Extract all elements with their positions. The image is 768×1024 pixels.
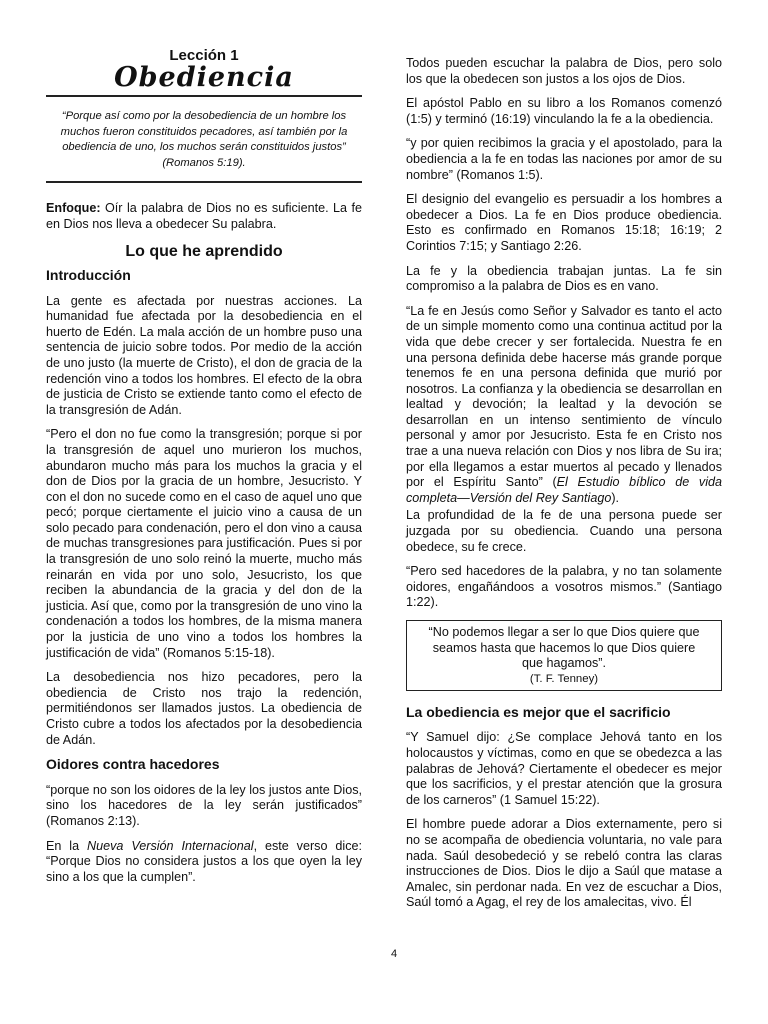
paragraph: La gente es afectada por nuestras acciones. La humanidad fue afectada por la desobediencia en el huerto de Edén. La mala acción de un hombre puso una sentencia de juicio sobre todos. Por medio de la acción de uno justo (la muerte de Cristo), el don de gracia de la redención vino a todos los hombres. El efecto de la obra de justicia de Cristo se extiende tanto como el efecto de la transgresión de Adán. <box>46 293 362 417</box>
paragraph: El apóstol Pablo en su libro a los Romanos comenzó (1:5) y terminó (16:19) vinculando la fe a la obediencia. <box>406 96 722 126</box>
intro-heading: Introducción <box>46 266 131 283</box>
paragraph: La profundidad de la fe de una persona puede ser juzgada por su obediencia. Cuando una persona obedece, su fe crece. <box>406 508 722 554</box>
paragraph: “y por quien recibimos la gracia y el apostolado, para la obediencia a la fe en todas las naciones por amor de su nombre” (Romanos 1:5). <box>406 136 722 182</box>
focus-text: Oír la palabra de Dios no es suficiente. La fe en Dios nos lleva a obedecer Su palabra. <box>46 201 362 231</box>
key-verse-quote: “Porque así como por la desobediencia de un hombre los muchos fueron constituidos pecadores, así también por la obediencia de uno, los muchos serán constituidos justos” (Romanos 5:19). <box>46 97 362 183</box>
text-run: , este verso dice: “Porque Dios no considera justos a los que oyen la ley sino a los que la cumplen”. <box>46 838 362 884</box>
book-title: El Estudio bíblico de vida completa—Versión del Rey Santiago <box>406 475 722 505</box>
quote-box <box>406 620 722 691</box>
section-heading: Lo que he aprendido <box>125 243 283 261</box>
text-run: ). <box>611 490 620 505</box>
text-run: En la <box>46 838 88 853</box>
focus-statement <box>46 201 362 232</box>
left-column <box>46 0 362 894</box>
focus-label: Enfoque: <box>46 201 101 216</box>
lesson-title: Obediencia <box>114 61 294 93</box>
paragraph: “Y Samuel dijo: ¿Se complace Jehová tanto en los holocaustos y víctimas, como en que se obedezca a las palabras de Jehová? Ciertamente el obedecer es mejor que los sacrificios, y el prestar atención que la grosura de los carneros” (1 Samuel 15:22). <box>406 730 722 807</box>
paragraph: La desobediencia nos hizo pecadores, pero la obediencia de Cristo nos trajo la redención, permitiéndonos ser llamados justos. La obediencia de Cristo cubre a todos los afectados por la desobediencia de Adán. <box>46 670 362 747</box>
lesson-number: Lección 1 <box>169 47 239 64</box>
box-author: (T. F. Tenney) <box>529 672 599 685</box>
paragraph: El hombre puede adorar a Dios externamente, pero si no se acompaña de obediencia voluntaria, no vale para nada. Saúl desobedeció y se rebeló contra las claras instrucciones de Dios. Dios le dijo a Saúl que matase a Amalec, sin perdonar nada. En vez de escuchar a Dios, Saúl tomó a Agag, el rey de los amalecitas, vivo. Él <box>406 817 722 910</box>
paragraph: “Pero sed hacedores de la palabra, y no tan solamente oidores, engañándoos a vosotros mismos.” (Santiago 1:22). <box>406 564 722 610</box>
right-column <box>406 56 722 920</box>
paragraph <box>46 839 362 886</box>
paragraph: “Pero el don no fue como la transgresión; porque si por la transgresión de aquel uno murieron los muchos, abundaron mucho más para los muchos la gracia y el don de Dios por la gracia de un hombre, Jesucristo. Y con el don no sucede como en el caso de aquel uno que pecó; porque ciertamente el juicio vino a causa de un solo pecado para condenación, pero el don vino a causa de muchas transgresiones para justificación. Pues si por la transgresión de uno solo reinó la muerte, mucho más reinarán en vida por uno solo, Jesucristo, los que reciben la abundancia de la gracia y del don de la justicia. Así que, como por la transgresión de uno vino la condenación a todos los hombres, de la misma manera por la justicia de uno vino a todos los hombres la justificación de vida” (Romanos 5:15-18). <box>46 427 362 660</box>
page-number: 4 <box>391 948 398 960</box>
paragraph: La fe y la obediencia trabajan juntas. La fe sin compromiso a la palabra de Dios es en vano. <box>406 263 722 294</box>
paragraph: “porque no son los oidores de la ley los justos ante Dios, sino los hacedores de la ley serán justificados” (Romanos 2:13). <box>46 782 362 828</box>
paragraph: El designio del evangelio es persuadir a los hombres a obedecer a Dios. La fe en Dios produce obediencia. Esto es confirmado en Romanos 15:18; 16:19; 2 Corintios 7:15; y Santiago 2:26. <box>406 192 722 253</box>
hearers-doers-heading: Oidores contra hacedores <box>46 756 220 773</box>
paragraph: Todos pueden escuchar la palabra de Dios, pero solo los que la obedecen son justos a los ojos de Dios. <box>406 56 722 86</box>
sacrifice-heading: La obediencia es mejor que el sacrificio <box>406 703 671 720</box>
text-run: “La fe en Jesús como Señor y Salvador es tanto el acto de un simple momento como una continua actitud por la vida que debe crecer y ser fortalecida. Nuestra fe en una persona definida debe hacerse más grande porque tenemos fe en una persona definida que murió por nosotros. La confianza y la obediencia se desarrollan en lealtad y devoción; la lealtad y la devoción se desarrollan en un intenso sentimiento de vínculo personal y amor por Jesucristo. Esta fe en Cristo nos trae a una nueva relación con Dios y nos libra de Su ira; por ella llegamos a estar muertos al pecado y llenados por el Espíritu Santo” ( <box>406 303 722 490</box>
version-name: Nueva Versión Internacional <box>87 838 254 853</box>
box-quote: “No podemos llegar a ser lo que Dios quiere que seamos hasta que hacemos lo que Dios quiere que hagamos”. <box>428 625 700 671</box>
paragraph <box>406 304 722 507</box>
